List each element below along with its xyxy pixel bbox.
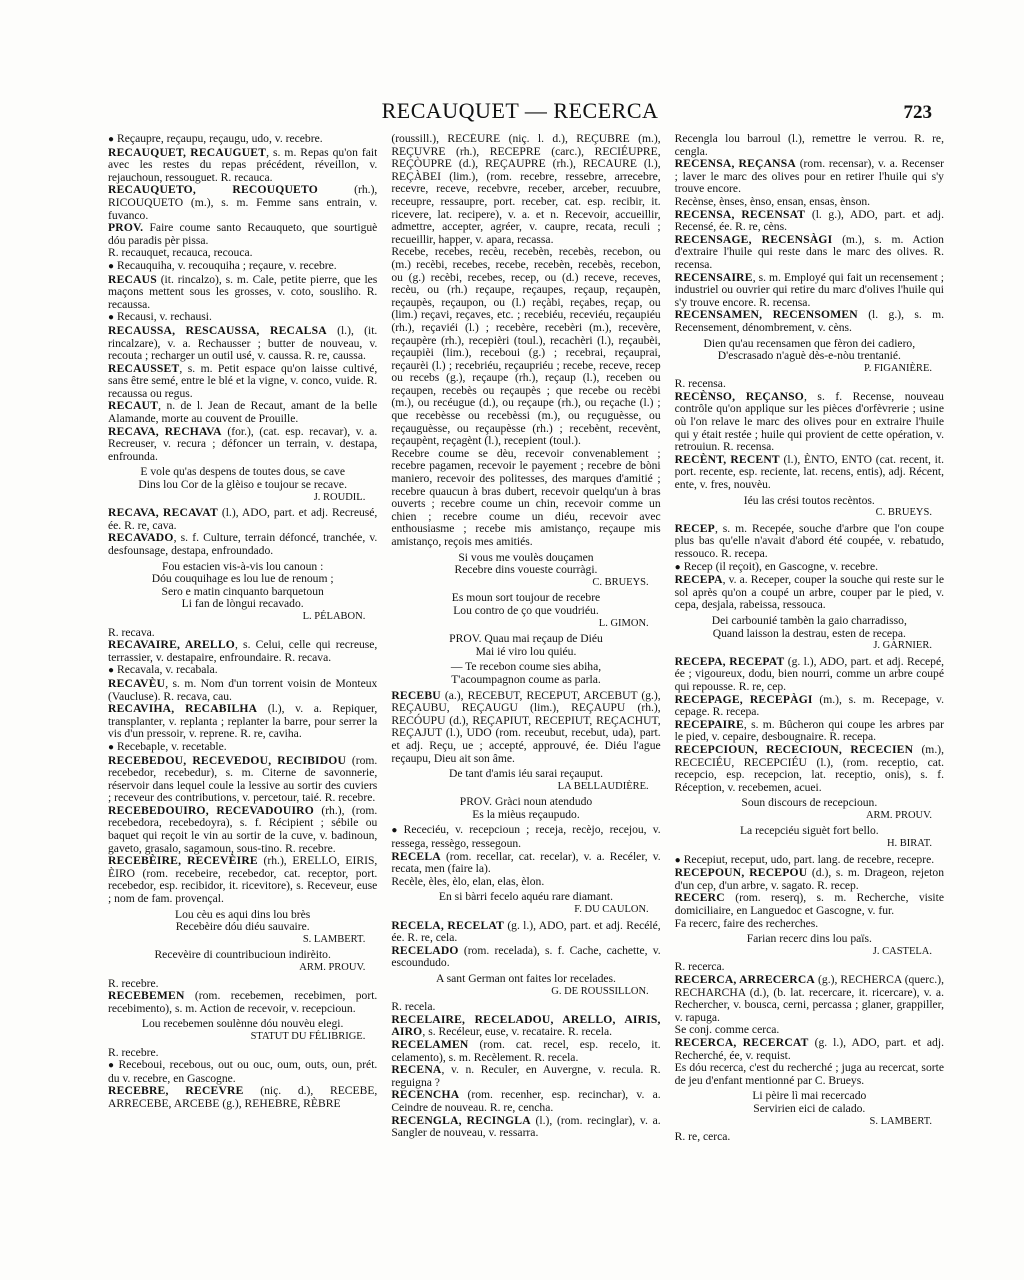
entry-headword: RECAVIHA, RECABILHA xyxy=(108,702,258,716)
entry-headword: RECERC xyxy=(674,891,725,905)
entry-definition: , s. m. Bûcheron qui coupe les arbres par le pied, v. cepaire, desbougnaire. R. recepa. xyxy=(674,717,944,744)
dictionary-entry xyxy=(675,209,944,234)
dictionary-entry xyxy=(108,222,377,247)
bullet-icon: ● xyxy=(108,1060,116,1072)
dictionary-entry xyxy=(391,920,660,945)
entry-headword: RECEPAGE, RECEPÀGI xyxy=(674,692,813,706)
citation-author: H. BIRAT. xyxy=(886,838,932,850)
citation-line: Recevèire di countribucioun indirèito. xyxy=(154,949,331,962)
entry-headword: RECEBEMEN xyxy=(108,989,185,1003)
entry-definition: Recauquiha, v. recouquiha ; reçaure, v. recebre. xyxy=(117,258,337,272)
entry-definition: R. recava. xyxy=(108,625,155,639)
citation-line: Es la mièus reçaupudo. xyxy=(472,808,580,821)
dictionary-entry xyxy=(108,426,377,464)
dictionary-entry xyxy=(675,694,944,719)
entry-definition: Recepiut, receput, udo, part. lang. de recebre, recepre. xyxy=(683,852,935,866)
citation-line: Mai ié viro lou quiéu. xyxy=(475,645,577,658)
entry-definition: (a.), RECEBUT, RECEPUT, ARCEBUT (g.), REÇAUBU, REÇAUGU (lim.), REÇAUPU (rh.), RECÓUPU (d.), REÇAPIUT, RECEPIUT, REÇACHUT, REÇAJUT (l.), UDO (rom. receubut, recebut, uda), part. et adj. Reçu, ue ; accepté, approuvé, ée. Diéu l'ague reçaupu, Dieu ait son âme. xyxy=(391,688,661,765)
citation-line: Es moun sort toujour de recebre xyxy=(451,592,601,605)
entry-headword: RECEP xyxy=(674,521,715,535)
dictionary-entry xyxy=(108,741,377,755)
entry-headword: RECENSA, REÇANSA xyxy=(674,157,796,171)
dictionary-entry xyxy=(391,824,660,850)
entry-definition: (g. l.), ADO, part. et adj. Recherché, ée, v. requist. xyxy=(674,1035,944,1062)
dictionary-entry xyxy=(108,755,377,805)
citation xyxy=(108,561,377,624)
citation xyxy=(675,933,944,958)
entry-definition: Recebe, recebes, recèu, recebèn, recebès, recebon, ou (m.) recèbi, recebes, recebe, recebèn, recebès, recebon, ou (g.) recèbi, recebes, recep, ou (d.) receve, receves, recèu, ou (rh.) reçaupe, reçaupes, reçaup, reçaupèn, reçaupès, reçaupon, ou (l.) reçàbi, reçabes, reçap, ou (lim.) reçavi, reçaves, etc. ; recebiéu, receviéu, reçaupiéu (rh.), reçaviéi (l.) ; recebère, recebèri (m.), recevère, reçaupère (rh.), recepièri (toul.), recachèri (l.), reçaubèi, reçaupièi (lim.), receboui (g.) ; recebrai, reçauprai, reçaurèi (l.) ; recebriéu, reçaupriéu ; recebe, receve, recep ou recebs (g.), reçaupe (rh.), reçaup (l.), receben ou reçaupen, recebès ou reçaupès ; que recebe ou recèbi (m.), ou recéugue (d.), ou reçaupe (rh.), ou reçache (l.) ; que recebèsse ou recebèssi (m.), ou reçuguèsse, ou reçauguèsse, ou reçaupèsse (rh.) ; recebènt, recevènt, reçaupènt, reçagènt (l.), recepient (toul.). xyxy=(391,245,661,448)
bullet-icon: ● xyxy=(674,561,681,573)
dictionary-entry xyxy=(108,703,377,741)
entry-headword: RECEPA xyxy=(674,573,723,587)
entry-definition: (l. g.), s. m. Recensement, dénombrement, v. cèns. xyxy=(674,308,944,334)
dictionary-entry xyxy=(108,532,377,557)
citation xyxy=(391,973,660,998)
citation-line: Sero e matin cinquanto barquetoun xyxy=(161,585,324,598)
entry-definition: (rh.), RICOUQUETO (m.), s. m. Femme sans entrain, v. fuvanco. xyxy=(108,183,378,222)
dictionary-entry xyxy=(108,639,377,664)
bullet-icon: ● xyxy=(108,665,115,677)
entry-headword: RECAVA, RECHAVA xyxy=(108,424,222,438)
entry-definition: (for.), (cat. esp. recavar), v. a. Recreuser, v. recura ; défoncer un terrain, v. destapa, enfrounda. xyxy=(108,424,378,463)
citation-line: Dei carbounié tambèn la gaio charradisso, xyxy=(711,614,907,627)
entry-headword: RECAVÈU xyxy=(108,676,166,690)
dictionary-entry xyxy=(675,158,944,196)
entry-headword: RECENSAGE, RECENSÀGI xyxy=(674,232,833,246)
entry-headword: RECEBEDOU, RECEVEDOU, RECIBIDOU xyxy=(108,753,347,767)
entry-definition: (niç. d.), RECEBE, ARRECEBE, ARCEBE (g.), REHEBRE, RÈBRE xyxy=(108,1084,378,1110)
citation-author: J. CASTELA. xyxy=(872,945,932,957)
entry-definition: Recavala, v. recabala. xyxy=(117,663,218,677)
entry-definition: R. recerca. xyxy=(674,960,725,974)
entry-headword: RECAUSSET xyxy=(108,361,180,375)
dictionary-entry xyxy=(108,507,377,532)
citation-author: ARM. PROUV. xyxy=(299,962,366,973)
dictionary-entry xyxy=(675,133,944,158)
entry-definition: R. recensa. xyxy=(674,377,726,391)
dictionary-entry xyxy=(108,133,377,147)
citation-line: Dins lou Cor de la glèiso e toujour se recave. xyxy=(138,479,347,492)
citation-author: S. LAMBERT. xyxy=(869,1115,932,1127)
entry-definition: (g.), RECHERCA (querc.), RECHARCHA (d.), (b. lat. recercare, it. ricercare), v. a. Rechercher, v. bousca, cerni, percassa ; glaner, grappiller, v. rapuga. xyxy=(674,973,944,1024)
dictionary-entry xyxy=(391,448,660,549)
dictionary-entry xyxy=(108,664,377,678)
citation-line: La recepciéu siguèt fort bello. xyxy=(739,825,879,838)
entry-definition: , v. a. Receper, couper la souche qui reste sur le sol après qu'on a coupé un arbre, couper par le pied, v. cepa, desjala, rabeissa, ressouca. xyxy=(674,573,944,612)
entry-headword: RECEBÈIRE, RECEVÈIRE xyxy=(108,854,258,868)
entry-headword: RECEPCIOUN, RECECIOUN, RECECIEN xyxy=(674,742,914,756)
entry-headword: RECAVADO xyxy=(108,531,174,545)
entry-definition: (rom. recebedor, recebedur), s. m. Citerne de savonnerie, réservoir dans lequel coule la lessive au sortir des cuviers ; receveur des contributions, v. percetour, taié. R. recebre. xyxy=(108,753,378,805)
citation-author: ARM. PROUV. xyxy=(865,809,932,821)
entry-definition: (rom. recenher, esp. recinchar), v. a. Ceindre de nouveau. R. re, cencha. xyxy=(391,1088,661,1114)
citation-line: Li fan de lòngui recavado. xyxy=(181,598,304,611)
entry-headword: RECEPOUN, RECEPOU xyxy=(674,866,808,880)
entry-headword: RECENSAIRE xyxy=(674,270,753,284)
citation xyxy=(108,949,377,974)
entry-definition: Recènse, ènses, ènso, ensan, ensas, ènson. xyxy=(674,194,871,208)
dictionary-entry xyxy=(108,184,377,222)
entry-definition: , s. m. Repas qu'on fait avec les restes du repas précédent, réveillon, v. rejauchoun, ressouguet. R. recauca. xyxy=(108,145,378,184)
citation-line: De tant d'amis iéu sarai reçauput. xyxy=(448,768,604,781)
entry-definition: R. recebre. xyxy=(108,976,159,990)
entry-headword: RECENSA, RECENSAT xyxy=(674,207,806,221)
dictionary-entry xyxy=(108,147,377,185)
entry-headword: RECEPAIRE xyxy=(674,717,744,731)
dictionary-entry xyxy=(108,325,377,363)
entry-headword: RECEBEDOUIRO, RECEVADOUIRO xyxy=(108,803,314,817)
dictionary-entry xyxy=(391,246,660,448)
entry-headword: RECAUQUET, RECAUGUET xyxy=(108,145,267,159)
dictionary-entry xyxy=(108,1059,377,1085)
running-head xyxy=(108,98,932,132)
entry-definition: (d.), s. m. Drageon, rejeton d'un cep, d'un arbre, v. sagato. R. recep. xyxy=(674,866,944,892)
dictionary-entry xyxy=(108,400,377,425)
dictionary-entry xyxy=(675,744,944,794)
entry-definition: (l.), ÈNTO, ENTO (cat. recent, it. port. recente, esp. reciente, lat. recens, entis), adj. Récent, ente, v. fres, nouvèu. xyxy=(674,452,944,492)
citation-line: Servirien eici de calado. xyxy=(753,1102,866,1115)
entry-definition: (rh.), (rom. recebedora, recebedoyra), s. f. Récipient ; sébile ou baquet qui reçoit le vin au sortir de la cuve, v. badinoun, gaveto, grasalo, sagamoun, sous-tino. R. recebre. xyxy=(108,803,378,855)
entry-definition: (l.), ADO, part. et adj. Recreusé, ée. R. re, cava. xyxy=(108,506,378,532)
entry-definition: (rom. recellar, cat. recelar), v. a. Recéler, v. recata, men (faire la). xyxy=(391,849,661,876)
entry-definition: Recèle, èles, èlo, elan, elas, èlon. xyxy=(391,874,545,888)
dictionary-entry xyxy=(675,1131,944,1144)
bullet-icon: ● xyxy=(108,260,115,272)
dictionary-entry xyxy=(675,574,944,612)
entry-definition: , s. m. Petit espace qu'on laisse cultivé, sans être semé, entre le blé et la vigne, v. conco, vuide. R. recaussa ou regus. xyxy=(108,361,378,400)
entry-headword: RECÈNT, RECENT xyxy=(674,452,780,466)
dictionary-entry xyxy=(675,892,944,917)
column-left xyxy=(108,133,377,1213)
citation-line: Dóu couquihage es lou lue de renoum ; xyxy=(151,573,334,586)
entry-headword: RECENCHA xyxy=(391,1088,460,1102)
dictionary-entry xyxy=(108,855,377,905)
dictionary-entry xyxy=(675,523,944,561)
entry-definition: Recengla lou barroul (l.), remettre le verrou. R. re, cengla. xyxy=(674,133,944,158)
citation-line: Dien qu'au recensamen que fèron dei cadiero, xyxy=(703,337,916,350)
entry-definition: (it. rincalzo), s. m. Cale, petite pierre, que les maçons mettent sous les grosses, v. coto, sousliho. R. recaussa. xyxy=(108,272,378,311)
entry-definition: Fa recerc, faire des recherches. xyxy=(674,916,819,930)
entry-headword: RECERCA, ARRECERCA xyxy=(674,973,815,986)
bullet-icon: ● xyxy=(108,741,115,753)
entry-definition: , v. n. Reculer, en Auvergne, v. recula. R. reguigna ? xyxy=(391,1063,661,1089)
entry-headword: RECELA, RECELAT xyxy=(391,918,505,932)
entry-headword: RECAUS xyxy=(108,272,157,286)
citation-author: L. PÉLABON. xyxy=(302,610,366,622)
citation xyxy=(675,615,944,653)
entry-definition: Es dóu recerca, c'est du recherché ; juga au recercat, sorte de jeu d'enfant mentionné par C. Brueys. xyxy=(674,1061,944,1087)
entry-definition: (rh.), ERELLO, EIRIS, ÈIRO (rom. recebeire, recebedor, cat. receptor, port. recebedor, esp. recibidor, it. ricevitore), s. Receveur, euse ; nom de fam. provençal. xyxy=(108,854,378,906)
entry-definition: Receciéu, v. recepcioun ; receja, recèjo, recejou, v. ressega, ressègo, ressegoun. xyxy=(391,823,661,851)
entry-definition: (g. l.), ADO, part. et adj. Recepé, ée ; vigoureux, dodu, bien nourri, comme un arbre coupé qui repousse. R. re, cep. xyxy=(674,654,944,693)
entry-definition: , s. m. Employé qui fait un recensement ; industriel ou ouvrier qui retire du marc d'olives l'huile qui s'y trouve encore. R. recensa. xyxy=(674,270,944,309)
entry-definition: (rom. cat. recel, esp. recelo, it. celamento), s. m. Recèlement. R. recela. xyxy=(391,1037,661,1064)
page-number: 723 xyxy=(903,102,932,123)
citation-line: En si bàrri fecelo aquéu rare diamant. xyxy=(438,891,614,904)
entry-definition: (roussill.), RECÉURE (niç. l. d.), REÇUBRE (m.), REÇUVRE (rh.), RECEPRE (carc.), RECIÉUPRE, REÇÒUPRE (d.), REÇAUPRE (rh.), RECAURE (l.), REÇÀBEI (lim.), (rom. recebre, ressebre, arrecebre, recevre, receve, recebvre, receber, arceber, recuubre, receupre, ressaupre, port. receber, cat. esp. recibir, it. ricevere, lat. recipere), v. a. et n. Recevoir, accueillir, admettre, accepter, agréer, v. caupre, recata, reculi ; recueillir, happer, v. apara, recassa. xyxy=(391,133,661,246)
dictionary-entry xyxy=(675,854,944,868)
entry-definition: (rom. recensar), v. a. Recenser ; laver le marc des olives pour en retirer l'huile qui s'y trouve encore. xyxy=(674,157,944,196)
entry-definition: (l.), (rom. recinglar), v. a. Sangler de nouveau, v. ressarra. xyxy=(391,1113,661,1140)
dictionary-entry xyxy=(391,690,660,766)
dictionary-entry xyxy=(108,678,377,703)
citation-line: A sant German ont faites lor recelades. xyxy=(436,973,616,985)
citation-line: Soun discours de recepcioun. xyxy=(741,797,878,810)
entry-definition: Recebre coume se dèu, recevoir convenablement ; recebre pagamen, recevoir le payement ; recebre de bòni maniero, recevoir des politesses, des marques d'amitié ; recebre quaucun à bras dubert, recevoir quelqu'un à bras ouverts ; recebre coume un chin, recevoir comme un chien ; recebre coume un diéu, recevoir avec enthousiasme ; recebe mis amistanço, reçaupe mis amistanço, reçois mes amitiés. xyxy=(391,446,661,548)
dictionary-entry xyxy=(675,719,944,744)
citation-author: F. DU CAULON. xyxy=(574,904,649,916)
citation-line: E vole qu'as despens de toutes dous, se cave xyxy=(140,466,345,479)
dictionary-entry xyxy=(391,851,660,876)
citation-line: Recebèire dóu diéu sauvaire. xyxy=(175,921,310,934)
citation-author: J. GARNIER. xyxy=(873,640,932,652)
citation-line: Lou recebemen soulènne dóu nouvèu elegi. xyxy=(141,1018,344,1031)
entry-definition: Recausi, v. rechausi. xyxy=(117,310,212,324)
entry-definition: Recebaple, v. recetable. xyxy=(117,739,227,753)
entry-definition: (rom. recebemen, recebimen, port. recebimento), s. m. Action de recevoir, v. recepcioun. xyxy=(108,989,378,1015)
entry-headword: RECEBRE, RECEVRE xyxy=(108,1084,244,1098)
citation xyxy=(391,796,660,821)
citation xyxy=(391,768,660,793)
entry-headword: RECEPA, RECEPAT xyxy=(674,654,785,668)
entry-headword: RECÈNSO, REÇANSO xyxy=(674,389,805,403)
entry-definition: R. recela. xyxy=(391,1000,436,1014)
citation-author: C. BRUEYS. xyxy=(875,507,932,519)
citation-line: Recebre dins voueste courràgi. xyxy=(454,564,598,577)
dictionary-entry xyxy=(675,867,944,892)
citation-line: Lou cèu es aqui dins lou brès xyxy=(175,908,311,921)
dictionary-entry xyxy=(675,309,944,334)
dictionary-entry xyxy=(675,234,944,272)
citation-author: L. GIMON. xyxy=(598,617,649,629)
entry-headword: RECERCA, RECERCAT xyxy=(674,1035,809,1049)
entry-headword: RECAVAIRE, ARELLO xyxy=(108,638,235,652)
citation xyxy=(391,891,660,916)
entry-definition: Receboui, recebous, out ou ouc, oum, outs, oun, prét. du v. recebre, en Gascogne. xyxy=(108,1058,378,1085)
dictionary-entry xyxy=(391,1039,660,1064)
dictionary-entry xyxy=(391,1089,660,1114)
dictionary-entry xyxy=(108,990,377,1015)
citation-line: Farian recerc dins lou païs. xyxy=(746,933,872,946)
page-title: RECAUQUET — RECERCA xyxy=(381,98,659,123)
entry-headword: RECELADO xyxy=(391,943,459,957)
text-columns xyxy=(108,133,944,1213)
dictionary-entry xyxy=(108,260,377,274)
dictionary-entry xyxy=(391,1014,660,1039)
dictionary-entry xyxy=(108,805,377,855)
citation-author: P. FIGANIÈRE. xyxy=(864,362,932,374)
entry-definition: (g. l.), ADO, part. et adj. Recélé, ée. R. re, cela. xyxy=(391,918,661,945)
dictionary-entry xyxy=(108,1085,377,1110)
dictionary-entry xyxy=(675,656,944,694)
entry-headword: RECAUQUETO, RECOUQUETO xyxy=(108,183,318,197)
dictionary-entry xyxy=(108,363,377,401)
column-middle xyxy=(391,133,660,1213)
entry-headword: RECEBU xyxy=(391,688,441,702)
dictionary-entry xyxy=(675,391,944,454)
citation-line: PROV. Quau mai reçaup de Diéu xyxy=(449,633,603,646)
entry-headword: PROV. xyxy=(108,221,144,235)
citation-line: Fou estacien vis-à-vis lou canoun : xyxy=(162,560,324,573)
column-right xyxy=(675,133,944,1213)
citation xyxy=(391,633,660,658)
bullet-icon: ● xyxy=(108,312,115,324)
citation-author: J. ROUDIL. xyxy=(313,491,366,503)
entry-definition: (m.), s. m. Recepage, v. cepage. R. recepa. xyxy=(674,692,944,719)
citation-author: G. DE ROUSSILLON. xyxy=(551,985,649,997)
entry-headword: RECELAMEN xyxy=(391,1037,469,1051)
entry-headword: RECAUT xyxy=(108,399,159,413)
citation xyxy=(108,1018,377,1043)
entry-definition: , s. m. Recepée, souche d'arbre que l'on coupe plus bas qu'elle n'avait d'abord été coupée, v. rebatudo, ressouco. R. recepa. xyxy=(674,521,944,560)
dictionary-entry xyxy=(675,1062,944,1087)
entry-headword: RECELA xyxy=(391,849,441,863)
entry-definition: (l. g.), ADO, part. et adj. Recensé, ée. R. re, cèns. xyxy=(674,207,944,234)
entry-headword: RECENSAMEN, RECENSOMEN xyxy=(674,308,858,322)
citation-author: STATUT DU FÉLIBRIGE. xyxy=(250,1030,366,1042)
citation-author: LA BELLAUDIÈRE. xyxy=(557,780,649,792)
entry-definition: Recep (il reçoit), en Gascogne, v. recebre. xyxy=(683,559,879,573)
citation xyxy=(675,825,944,850)
citation-line: — Te recebon coume sies abiha, xyxy=(450,661,602,674)
entry-definition: (m.), s. m. Action d'extraire l'huile qui reste dans le marc des olives. R. recensa. xyxy=(674,232,944,271)
entry-definition: Faire coume santo Recauqueto, que sourtiguè dóu paradis pèr pissa. xyxy=(108,221,378,247)
citation-line: Si vous me voulès douçamen xyxy=(458,551,594,564)
entry-definition: Reçaupre, reçaupu, reçaugu, udo, v. recebre. xyxy=(117,133,323,145)
citation-line: Li pèire lì mai recercado xyxy=(752,1090,867,1103)
entry-definition: , s. f. Culture, terrain défoncé, tranchée, v. desfounsage, destapa, enfroundado. xyxy=(108,531,378,557)
dictionary-entry xyxy=(675,454,944,492)
dictionary-entry xyxy=(675,272,944,310)
citation-line: PROV. Gràci noun atendudo xyxy=(459,796,593,809)
dictionary-entry xyxy=(675,918,944,931)
dictionary-entry xyxy=(108,274,377,312)
entry-definition: Se conj. comme cerca. xyxy=(674,1023,780,1037)
bullet-icon: ● xyxy=(674,854,681,866)
citation xyxy=(108,466,377,504)
bullet-icon: ● xyxy=(108,134,115,145)
entry-definition: (rom. recelada), s. f. Cache, cachette, v. escoundudo. xyxy=(391,943,661,970)
citation xyxy=(675,495,944,520)
entry-definition: , s. m. Nom d'un torrent voisin de Monteux (Vaucluse). R. recava, cau. xyxy=(108,676,378,703)
entry-definition: R. recauquet, recauca, recouca. xyxy=(108,246,253,260)
dictionary-entry xyxy=(391,945,660,970)
citation xyxy=(675,797,944,822)
citation xyxy=(391,661,660,686)
entry-definition: R. recebre. xyxy=(108,1045,159,1059)
citation xyxy=(108,909,377,947)
entry-definition: , n. de l. Jean de Recaut, amant de la belle Alamande, morte au couvent de Prouille. xyxy=(108,399,378,426)
citation-line: D'escrasado n'aguè dès-e-nòu trentanié. xyxy=(717,350,901,363)
entry-headword: RECENA xyxy=(391,1063,442,1077)
citation-line: Quand laisson la destrau, esten de recepa. xyxy=(712,627,906,640)
citation xyxy=(391,592,660,630)
entry-headword: RECELAIRE, RECELADOU, ARELLO, AIRIS, AIRO xyxy=(391,1012,661,1039)
entry-definition: , s. Celui, celle qui recreuse, terrassier, v. destapaire, enfroundaire. R. recava. xyxy=(108,638,378,664)
entry-headword: RECAUSSA, RESCAUSSA, RECALSA xyxy=(108,323,327,337)
citation-author: S. LAMBERT. xyxy=(302,933,366,945)
entry-headword: RECAVA, RECAVAT xyxy=(108,506,218,520)
bullet-icon: ● xyxy=(391,825,401,837)
entry-definition: (rom. reserq), s. m. Recherche, visite domiciliaire, en Languedoc et Gascogne, v. fur. xyxy=(674,891,944,918)
citation-author: C. BRUEYS. xyxy=(592,576,649,588)
dictionary-entry xyxy=(675,561,944,575)
entry-definition: (l.), v. a. Repiquer, transplanter, v. replanta ; replanter la barre, pour serrer la vis d'un pressoir, v. reprene. R. re, caviha. xyxy=(108,702,378,741)
citation xyxy=(675,1090,944,1128)
citation xyxy=(391,552,660,590)
entry-definition: R. re, cerca. xyxy=(674,1130,731,1144)
dictionary-entry xyxy=(675,1037,944,1062)
dictionary-entry xyxy=(391,133,660,246)
entry-definition: , s. f. Recense, nouveau contrôle qu'on applique sur les pièces d'orfèvrerie ; usine où l'on relave le marc des olives pour en extraire l'huile qui y était restée ; huile qui provient de cette opération, v. retrouiun. R. recensa. xyxy=(674,389,944,454)
dictionary-entry xyxy=(391,876,660,889)
dictionary-entry xyxy=(675,974,944,1024)
citation-line: T'acoumpagnon coume as parla. xyxy=(451,673,601,686)
citation xyxy=(675,338,944,376)
citation-line: Lou contro de ço que voudriéu. xyxy=(453,604,599,617)
dictionary-entry xyxy=(108,311,377,325)
citation-line: Iéu las crési toutos recèntos. xyxy=(743,494,875,507)
entry-definition: (m.), RECECIÉU, RECEPCIÉU (l.), (rom. receptio, cat. recepcio, esp. recepcion, lat. receptio, onis), s. f. Réception, v. recebemen, acuei. xyxy=(674,742,944,794)
dictionary-entry xyxy=(391,1115,660,1140)
entry-definition: (l.), (it. rincalzare), v. a. Rechausser ; butter de nouveau, v. recouta ; recharger un outil usé, v. caussa. R. re, caussa. xyxy=(108,323,378,363)
entry-headword: RECENGLA, RECINGLA xyxy=(391,1113,531,1127)
entry-definition: , s. Recéleur, euse, v. recataire. R. recela. xyxy=(422,1025,613,1039)
dictionary-entry xyxy=(391,1064,660,1089)
